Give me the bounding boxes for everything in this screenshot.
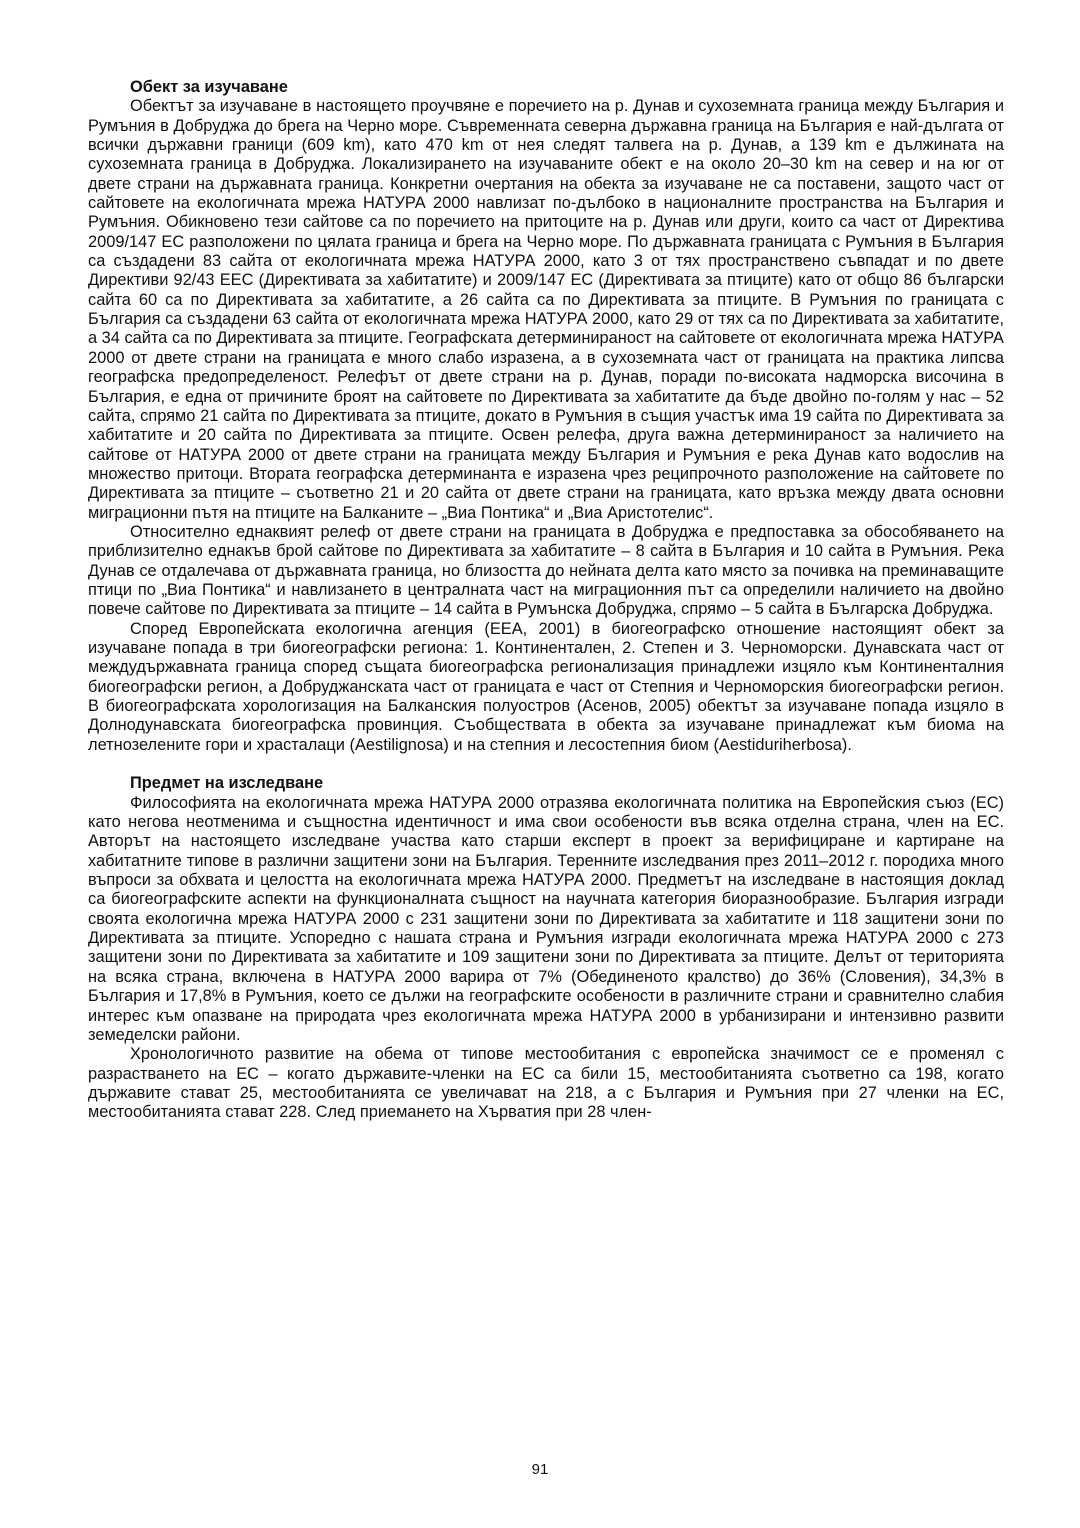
- section-study-object: [88, 78, 1004, 755]
- paragraph: Хронологичното развитие на обема от типове местообитания с европейска значимост се е променял с разрастването на ЕС – когато държавите-членки на ЕС са били 15, местообитанията съответно са 198, когато държавите стават 25, местообитанията се увеличават на 218, а с България и Румъния при 27 членки на ЕС, местообитанията стават 228. След приемането на Хърватия при 28 член-: [88, 1045, 1004, 1122]
- section-research-subject: [88, 774, 1004, 1122]
- paragraph: Обектът за изучаване в настоящето проучвяне е поречието на р. Дунав и сухоземната граница между България и Румъния в Добруджа до брега на Черно море. Съвременната северна държавна граница на България е най-дългата от всички държавни граници (609 km), като 470 km от нея следят талвега на р. Дунав, а 139 km е дължината на сухоземната граница в Добруджа. Локализирането на изучаваните обект е на около 20–30 km на север и на юг от двете страни на държавната граница. Конкретни очертания на обекта за изучаване не са поставени, защото част от сайтовете на екологичната мрежа НАТУРА 2000 навлизат по-дълбоко в националните пространства на България и Румъния. Обикновено тези сайтове са по поречието на притоците на р. Дунав или други, които са част от Директива 2009/147 ЕС разположени по цялата граница и брега на Черно море. По държавната границата с Румъния в България са създадени 83 сайта от екологичната мрежа НАТУРА 2000, като 3 от тях пространствено съвпадат и по двете Директиви 92/43 ЕЕС (Директивата за хабитатите) и 2009/147 ЕС (Директивата за птиците) като от общо 86 български сайта 60 са по Директивата за хабитатите, а 26 сайта са по Директивата за птиците. В Румъния по границата с България са създадени 63 сайта от екологичната мрежа НАТУРА 2000, като 29 от тях са по Директивата за хабитатите, а 34 сайта са по Директивата за птиците. Географската детерминираност на сайтовете от екологичната мрежа НАТУРА 2000 от двете страни на границата е много слабо изразена, а в сухоземната част от границата на практика липсва географска предопределеност. Релефът от двете страни на р. Дунав, поради по-високата надморска височина в България, е една от причините броят на сайтовете по Директивата за хабитатите да бъде двойно по-голям у нас – 52 сайта, спрямо 21 сайта по Директивата за птиците, докато в Румъния в същия участък има 19 сайта по Директивата за хабитатите и 20 сайта по Директивата за птиците. Освен релефа, друга важна детерминираност за наличието на сайтове от НАТУРА 2000 от двете страни на границата между България и Румъния е река Дунав като водослив на множество притоци. Втората географска детерминанта е изразена чрез реципрочното разположение на сайтовете по Директивата за птиците – съответно 21 и 20 сайта от двете страни на границата, като връзка между двата основни миграционни пътя на птиците на Балканите – „Виа Понтика“ и „Виа Аристотелис“.: [88, 97, 1004, 522]
- section-heading: Обект за изучаване: [130, 78, 288, 96]
- paragraph: Според Европейската екологична агенция (ЕЕА, 2001) в биогеографско отношение настоящият обект за изучаване попада в три биогеографски региона: 1. Континентален, 2. Степен и 3. Черноморски. Дунавската част от междудържавната граница според същата биогеографска регионализация принадлежи изцяло към Континенталния биогеографски регион, а Добруджанската част от границата е част от Степния и Черноморския биогеографски регион. В биогеографската хорологизация на Балканския полуостров (Асенов, 2005) обектът за изучаване попада изцяло в Долнодунавската биогеографска провинция. Съобществата в обекта за изучаване принадлежат към биома на летнозелените гори и храсталаци (Aestilignosa) и на степния и лесостепния биом (Aestiduriherbosa).: [88, 619, 1004, 754]
- section-spacer: [88, 755, 1004, 774]
- paragraph: Философията на екологичната мрежа НАТУРА 2000 отразява екологичната политика на Европейския съюз (ЕС) като негова неотменима и същностна идентичност и има свои особености във всяка отделна страна, член на ЕС. Авторът на настоящето изследване участва като старши експерт в проект за верифициране и картиране на хабитатните типове в различни защитени зони на България. Теренните изследвания през 2011–2012 г. породиха много въпроси за обхвата и целостта на екологичната мрежа НАТУРА 2000. Предметът на изследване в настоящия доклад са биогеографските аспекти на функционалната същност на научната категория биоразнообразие. България изгради своята екологична мрежа НАТУРА 2000 с 231 защитени зони по Директивата за хабитатите и 118 защитени зони по Директивата за птиците. Успоредно с нашата страна и Румъния изгради екологичната мрежа НАТУРА 2000 с 273 защитени зони по Директивата за хабитатите и 109 защитени зони по Директивата за птиците. Делът от територията на всяка страна, включена в НАТУРА 2000 варира от 7% (Обединеното кралство) до 36% (Словения), 34,3% в България и 17,8% в Румъния, което се дължи на географските особености в различните страни и сравнително слабия интерес към опазване на природата чрез екологичната мрежа НАТУРА 2000 в урбанизирани и интензивно развити земеделски райони.: [88, 793, 1004, 1044]
- page-number: 91: [531, 1461, 549, 1478]
- document-page: [88, 78, 1004, 1123]
- paragraph: Относително еднаквият релеф от двете страни на границата в Добруджа е предпоставка за обособяването на приблизително еднакъв брой сайтове по Директивата за хабитатите – 8 сайта в България и 10 сайта в Румъния. Река Дунав се отдалечава от държавната граница, но близостта до нейната делта като място за почивка на преминаващите птици по „Виа Понтика“ и навлизането в централната част на миграционния път са определили наличието на двойно повече сайтове по Директивата за птиците – 14 сайта в Румънска Добруджа, спрямо – 5 сайта в Българска Добруджа.: [88, 522, 1004, 619]
- section-heading: Предмет на изследване: [130, 774, 324, 793]
